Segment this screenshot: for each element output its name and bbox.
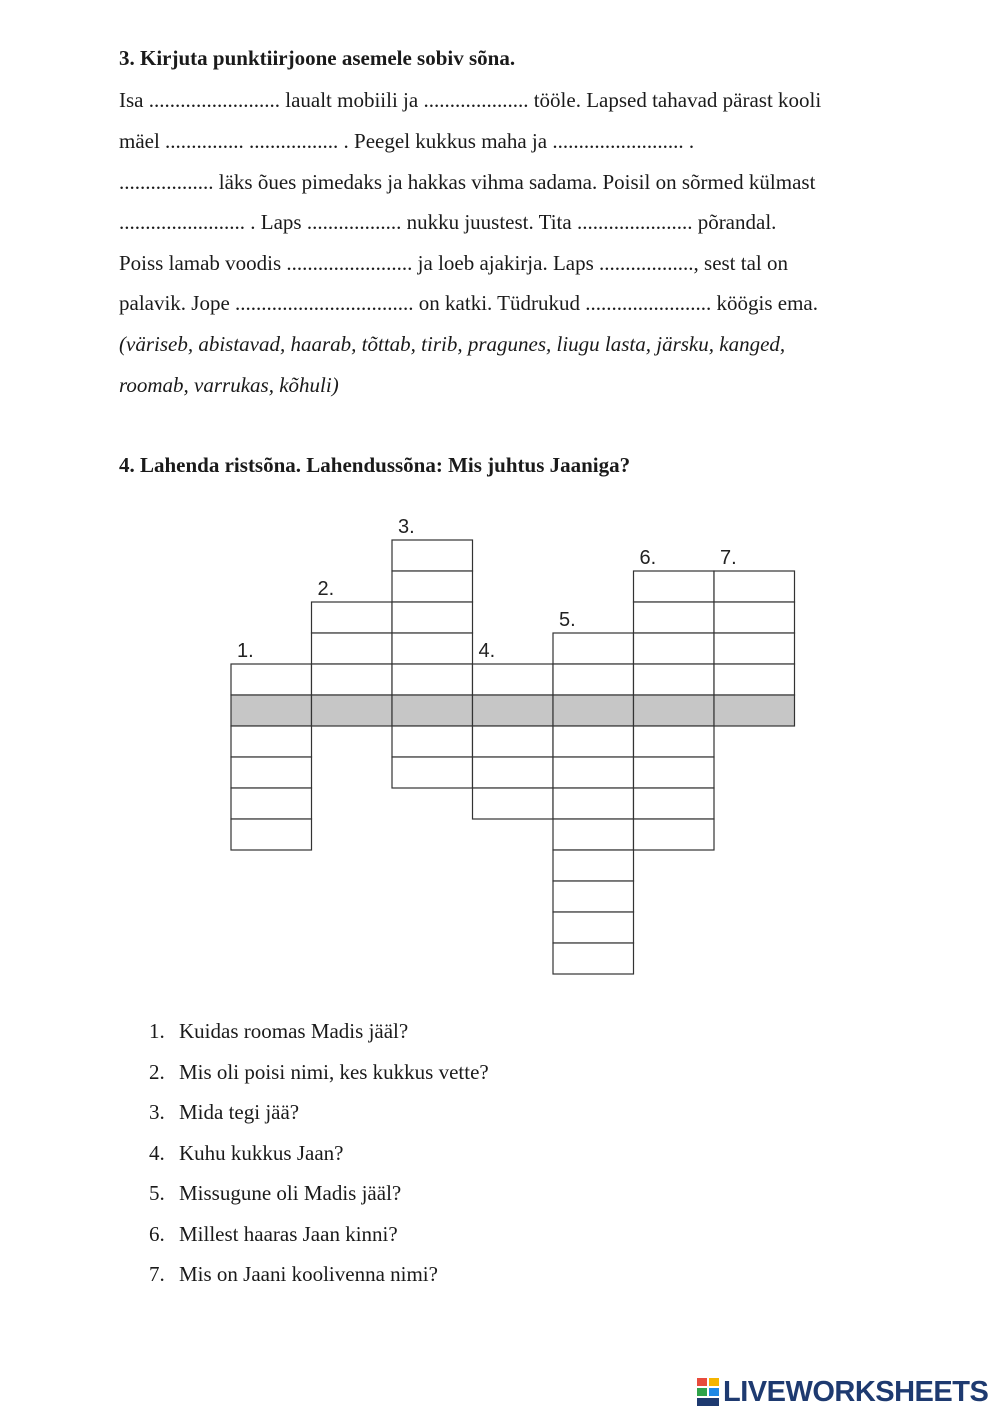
crossword-cell[interactable]: [714, 571, 795, 602]
crossword-cell[interactable]: [231, 664, 312, 695]
clue-item: [149, 1094, 489, 1135]
exercise-3-line: .................. läks õues pimedaks ja hakkas vihma sadama. Poisil on sõrmed külmast: [119, 170, 816, 194]
crossword-cell[interactable]: [231, 757, 312, 788]
liveworksheets-logo: [697, 1375, 988, 1409]
crossword-cell[interactable]: [714, 602, 795, 633]
crossword-cell[interactable]: [634, 633, 715, 664]
crossword-cell[interactable]: [231, 788, 312, 819]
crossword-cell[interactable]: [392, 664, 473, 695]
crossword-column-label: 6.: [639, 547, 657, 569]
crossword-cell[interactable]: [714, 633, 795, 664]
solution-cell[interactable]: [473, 695, 554, 726]
crossword-cell[interactable]: [553, 912, 634, 943]
clue-text: Mida tegi jää?: [179, 1100, 300, 1124]
crossword-cell[interactable]: [392, 602, 473, 633]
solution-cell[interactable]: [553, 695, 634, 726]
word-bank-line: (väriseb, abistavad, haarab, tõttab, tirib, pragunes, liugu lasta, järsku, kanged,: [119, 332, 786, 356]
crossword-cell[interactable]: [553, 726, 634, 757]
crossword-cell[interactable]: [634, 757, 715, 788]
crossword-cell[interactable]: [473, 788, 554, 819]
crossword-cell[interactable]: [392, 571, 473, 602]
crossword-cell[interactable]: [634, 819, 715, 850]
crossword-cell[interactable]: [473, 726, 554, 757]
clue-item: [149, 1175, 489, 1216]
crossword-cell[interactable]: [312, 602, 393, 633]
crossword-column-label: 1.: [237, 640, 254, 662]
exercise-3-line: Isa ......................... laualt mobiili ja .................... tööle. Lapsed tahavad pärast kooli: [119, 88, 822, 112]
crossword-cell[interactable]: [634, 664, 715, 695]
solution-cell[interactable]: [634, 695, 715, 726]
clue-text: Missugune oli Madis jääl?: [179, 1181, 402, 1205]
exercise-3-line: ........................ . Laps .................. nukku juustest. Tita ...................... põrandal.: [119, 210, 777, 234]
crossword-cell[interactable]: [392, 726, 473, 757]
crossword-cell[interactable]: [634, 571, 715, 602]
liveworksheets-logo-icon: [697, 1378, 719, 1406]
clue-text: Mis oli poisi nimi, kes kukkus vette?: [179, 1059, 489, 1084]
clue-list: [149, 1013, 489, 1297]
crossword-column-label: 3.: [398, 516, 415, 538]
clue-number: 5.: [149, 1181, 165, 1205]
clue-number: 1.: [149, 1019, 165, 1043]
crossword-cell[interactable]: [312, 664, 393, 695]
crossword-column-label: 5.: [559, 609, 576, 631]
crossword-cell[interactable]: [553, 664, 634, 695]
solution-cell[interactable]: [392, 695, 473, 726]
clue-text: Millest haaras Jaan kinni?: [179, 1221, 398, 1246]
clue-number: 6.: [149, 1221, 165, 1246]
crossword-cell[interactable]: [553, 633, 634, 664]
exercise-3-title: 3. Kirjuta punktiirjoone asemele sobiv sõna.: [119, 46, 516, 70]
crossword-cell[interactable]: [392, 633, 473, 664]
clue-text: Mis on Jaani koolivenna nimi?: [179, 1262, 438, 1286]
solution-cell[interactable]: [231, 695, 312, 726]
crossword-cell[interactable]: [634, 726, 715, 757]
crossword-column-label: 4.: [478, 640, 496, 662]
crossword-cell[interactable]: [231, 819, 312, 850]
exercise-3-line: mäel ............... ................. . Peegel kukkus maha ja ......................... .: [119, 129, 695, 153]
clue-item: [149, 1054, 489, 1095]
exercise-4-title: 4. Lahenda ristsõna. Lahendussõna: Mis juhtus Jaaniga?: [119, 453, 631, 477]
logo-text: LIVEWORKSHEETS: [723, 1375, 989, 1408]
clue-item: [149, 1256, 489, 1297]
clue-item: [149, 1013, 489, 1054]
clue-number: 7.: [149, 1262, 165, 1286]
crossword-cell[interactable]: [714, 664, 795, 695]
crossword-cell[interactable]: [553, 850, 634, 881]
clue-number: 2.: [149, 1059, 165, 1084]
word-bank-line: roomab, varrukas, kõhuli): [119, 373, 339, 397]
solution-cell[interactable]: [312, 695, 393, 726]
clue-item: [149, 1135, 489, 1176]
clue-text: Kuidas roomas Madis jääl?: [179, 1019, 409, 1043]
crossword-cell[interactable]: [473, 757, 554, 788]
clue-item: [149, 1216, 489, 1257]
crossword-column-label: 2.: [317, 578, 335, 600]
crossword-cell[interactable]: [392, 540, 473, 571]
crossword-cell[interactable]: [553, 788, 634, 819]
crossword-cell[interactable]: [553, 819, 634, 850]
crossword-cell[interactable]: [392, 757, 473, 788]
clue-number: 4.: [149, 1140, 165, 1165]
solution-cell[interactable]: [714, 695, 795, 726]
crossword-cell[interactable]: [553, 757, 634, 788]
crossword-cell[interactable]: [553, 881, 634, 912]
crossword-cell[interactable]: [312, 633, 393, 664]
exercise-3-line: palavik. Jope .................................. on katki. Tüdrukud ........................ köögis ema.: [119, 291, 818, 315]
crossword-cell[interactable]: [473, 664, 554, 695]
exercise-3-line: Poiss lamab voodis ........................ ja loeb ajakirja. Laps .................., sest tal on: [119, 251, 789, 275]
clue-number: 3.: [149, 1100, 165, 1124]
crossword-cell[interactable]: [553, 943, 634, 974]
clue-text: Kuhu kukkus Jaan?: [179, 1140, 344, 1165]
crossword-cell[interactable]: [634, 602, 715, 633]
crossword-cell[interactable]: [231, 726, 312, 757]
crossword-cell[interactable]: [634, 788, 715, 819]
crossword-column-label: 7.: [720, 547, 737, 569]
